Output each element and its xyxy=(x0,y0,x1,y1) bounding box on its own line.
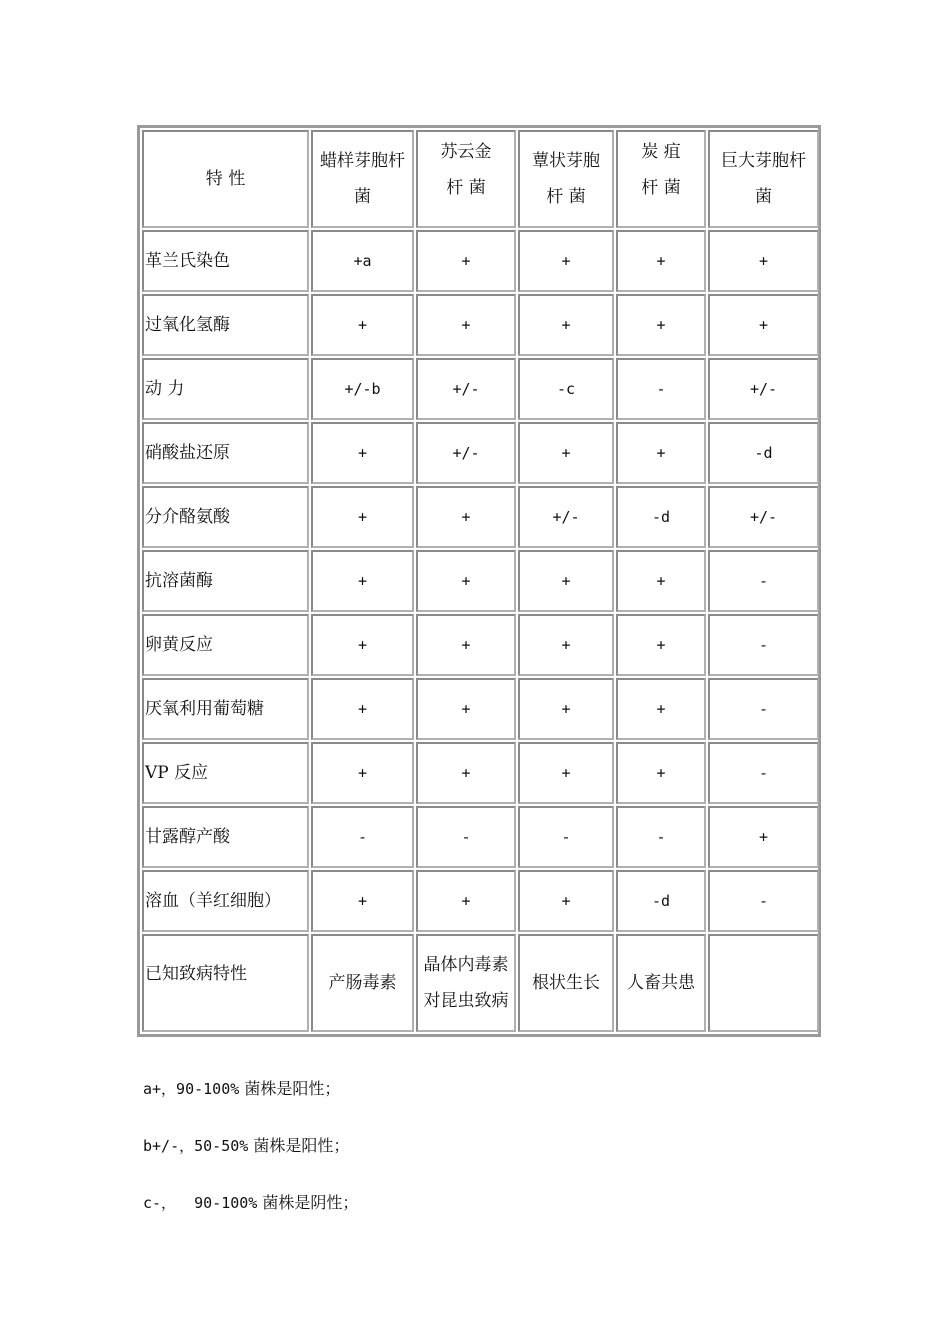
row-label: 甘露醇产酸 xyxy=(142,806,309,868)
row-cell: + xyxy=(616,742,706,804)
table-row-pathogenicity xyxy=(142,934,819,1032)
row-cell: + xyxy=(416,550,516,612)
table-row xyxy=(142,422,819,484)
row-cell: +/- xyxy=(708,358,819,420)
footnote-b: b+/-，50-50% 菌株是阳性； xyxy=(143,1136,350,1155)
row-cell: +/- xyxy=(708,486,819,548)
row-label: VP 反应 xyxy=(142,742,309,804)
row-cell: -d xyxy=(616,870,706,932)
row-cell: - xyxy=(708,550,819,612)
row-cell: + xyxy=(518,614,614,676)
row-cell: + xyxy=(311,294,414,356)
header-col-1: 蜡样芽胞杆 菌 xyxy=(311,130,414,228)
row-cell: + xyxy=(518,678,614,740)
row-label: 硝酸盐还原 xyxy=(142,422,309,484)
row-cell xyxy=(708,934,819,1032)
header-col-3: 蕈状芽胞 杆 菌 xyxy=(518,130,614,228)
row-cell: +/- xyxy=(416,358,516,420)
row-cell: - xyxy=(708,870,819,932)
row-cell: + xyxy=(311,678,414,740)
table-row xyxy=(142,486,819,548)
row-cell: - xyxy=(708,614,819,676)
table-grid xyxy=(140,128,821,1034)
table-row xyxy=(142,742,819,804)
table-row xyxy=(142,870,819,932)
row-label: 已知致病特性 xyxy=(142,934,309,1032)
row-cell: +/- xyxy=(518,486,614,548)
footnote-c: c-， 90-100% 菌株是阴性； xyxy=(143,1193,359,1212)
row-cell: + xyxy=(616,294,706,356)
row-cell: + xyxy=(416,486,516,548)
row-cell: + xyxy=(311,422,414,484)
row-cell: +/-b xyxy=(311,358,414,420)
table-header-row xyxy=(142,130,819,228)
row-cell: 产肠毒素 xyxy=(311,934,414,1032)
table-row xyxy=(142,550,819,612)
row-cell: + xyxy=(311,870,414,932)
row-cell: + xyxy=(518,230,614,292)
row-cell: + xyxy=(616,230,706,292)
table-row xyxy=(142,678,819,740)
row-cell: + xyxy=(311,614,414,676)
row-cell: + xyxy=(416,870,516,932)
row-cell: + xyxy=(311,742,414,804)
row-cell: - xyxy=(708,742,819,804)
row-cell: + xyxy=(616,550,706,612)
row-cell: - xyxy=(616,806,706,868)
header-feature: 特 性 xyxy=(142,130,309,228)
row-cell: -c xyxy=(518,358,614,420)
row-cell: - xyxy=(311,806,414,868)
row-label: 厌氧利用葡萄糖 xyxy=(142,678,309,740)
row-cell: -d xyxy=(616,486,706,548)
row-cell: + xyxy=(311,550,414,612)
row-cell: + xyxy=(416,678,516,740)
row-label: 分介酪氨酸 xyxy=(142,486,309,548)
row-cell: 晶体内毒素对昆虫致病 xyxy=(416,934,516,1032)
row-cell: - xyxy=(708,678,819,740)
footnote-a: a+，90-100% 菌株是阳性； xyxy=(143,1079,341,1098)
row-cell: + xyxy=(416,742,516,804)
row-cell: + xyxy=(518,870,614,932)
footnotes xyxy=(143,1071,358,1242)
row-label: 抗溶菌酶 xyxy=(142,550,309,612)
row-cell: +a xyxy=(311,230,414,292)
row-cell: - xyxy=(518,806,614,868)
table-row xyxy=(142,294,819,356)
table-row xyxy=(142,358,819,420)
row-cell: - xyxy=(616,358,706,420)
row-cell: + xyxy=(616,422,706,484)
row-cell: -d xyxy=(708,422,819,484)
table-row xyxy=(142,614,819,676)
row-cell: +/- xyxy=(416,422,516,484)
row-cell: + xyxy=(708,230,819,292)
row-cell: 根状生长 xyxy=(518,934,614,1032)
row-cell: + xyxy=(518,294,614,356)
row-cell: + xyxy=(518,550,614,612)
row-cell: + xyxy=(518,422,614,484)
row-label: 溶血（羊红细胞） xyxy=(142,870,309,932)
row-label: 过氧化氢酶 xyxy=(142,294,309,356)
row-cell: + xyxy=(518,742,614,804)
row-label: 动 力 xyxy=(142,358,309,420)
row-cell: + xyxy=(416,294,516,356)
row-cell: 人畜共患 xyxy=(616,934,706,1032)
row-cell: + xyxy=(416,230,516,292)
row-label: 革兰氏染色 xyxy=(142,230,309,292)
row-cell: + xyxy=(311,486,414,548)
row-cell: + xyxy=(708,294,819,356)
table-body xyxy=(142,230,819,932)
row-cell: - xyxy=(416,806,516,868)
table-row xyxy=(142,806,819,868)
header-col-4: 炭 疽 杆 菌 xyxy=(616,130,706,228)
header-col-2: 苏云金 杆 菌 xyxy=(416,130,516,228)
header-col-5: 巨大芽胞杆 菌 xyxy=(708,130,819,228)
row-cell: + xyxy=(416,614,516,676)
table-row xyxy=(142,230,819,292)
row-cell: + xyxy=(616,614,706,676)
row-cell: + xyxy=(616,678,706,740)
bacillus-characteristics-table xyxy=(137,125,821,1037)
row-cell: + xyxy=(708,806,819,868)
row-label: 卵黄反应 xyxy=(142,614,309,676)
